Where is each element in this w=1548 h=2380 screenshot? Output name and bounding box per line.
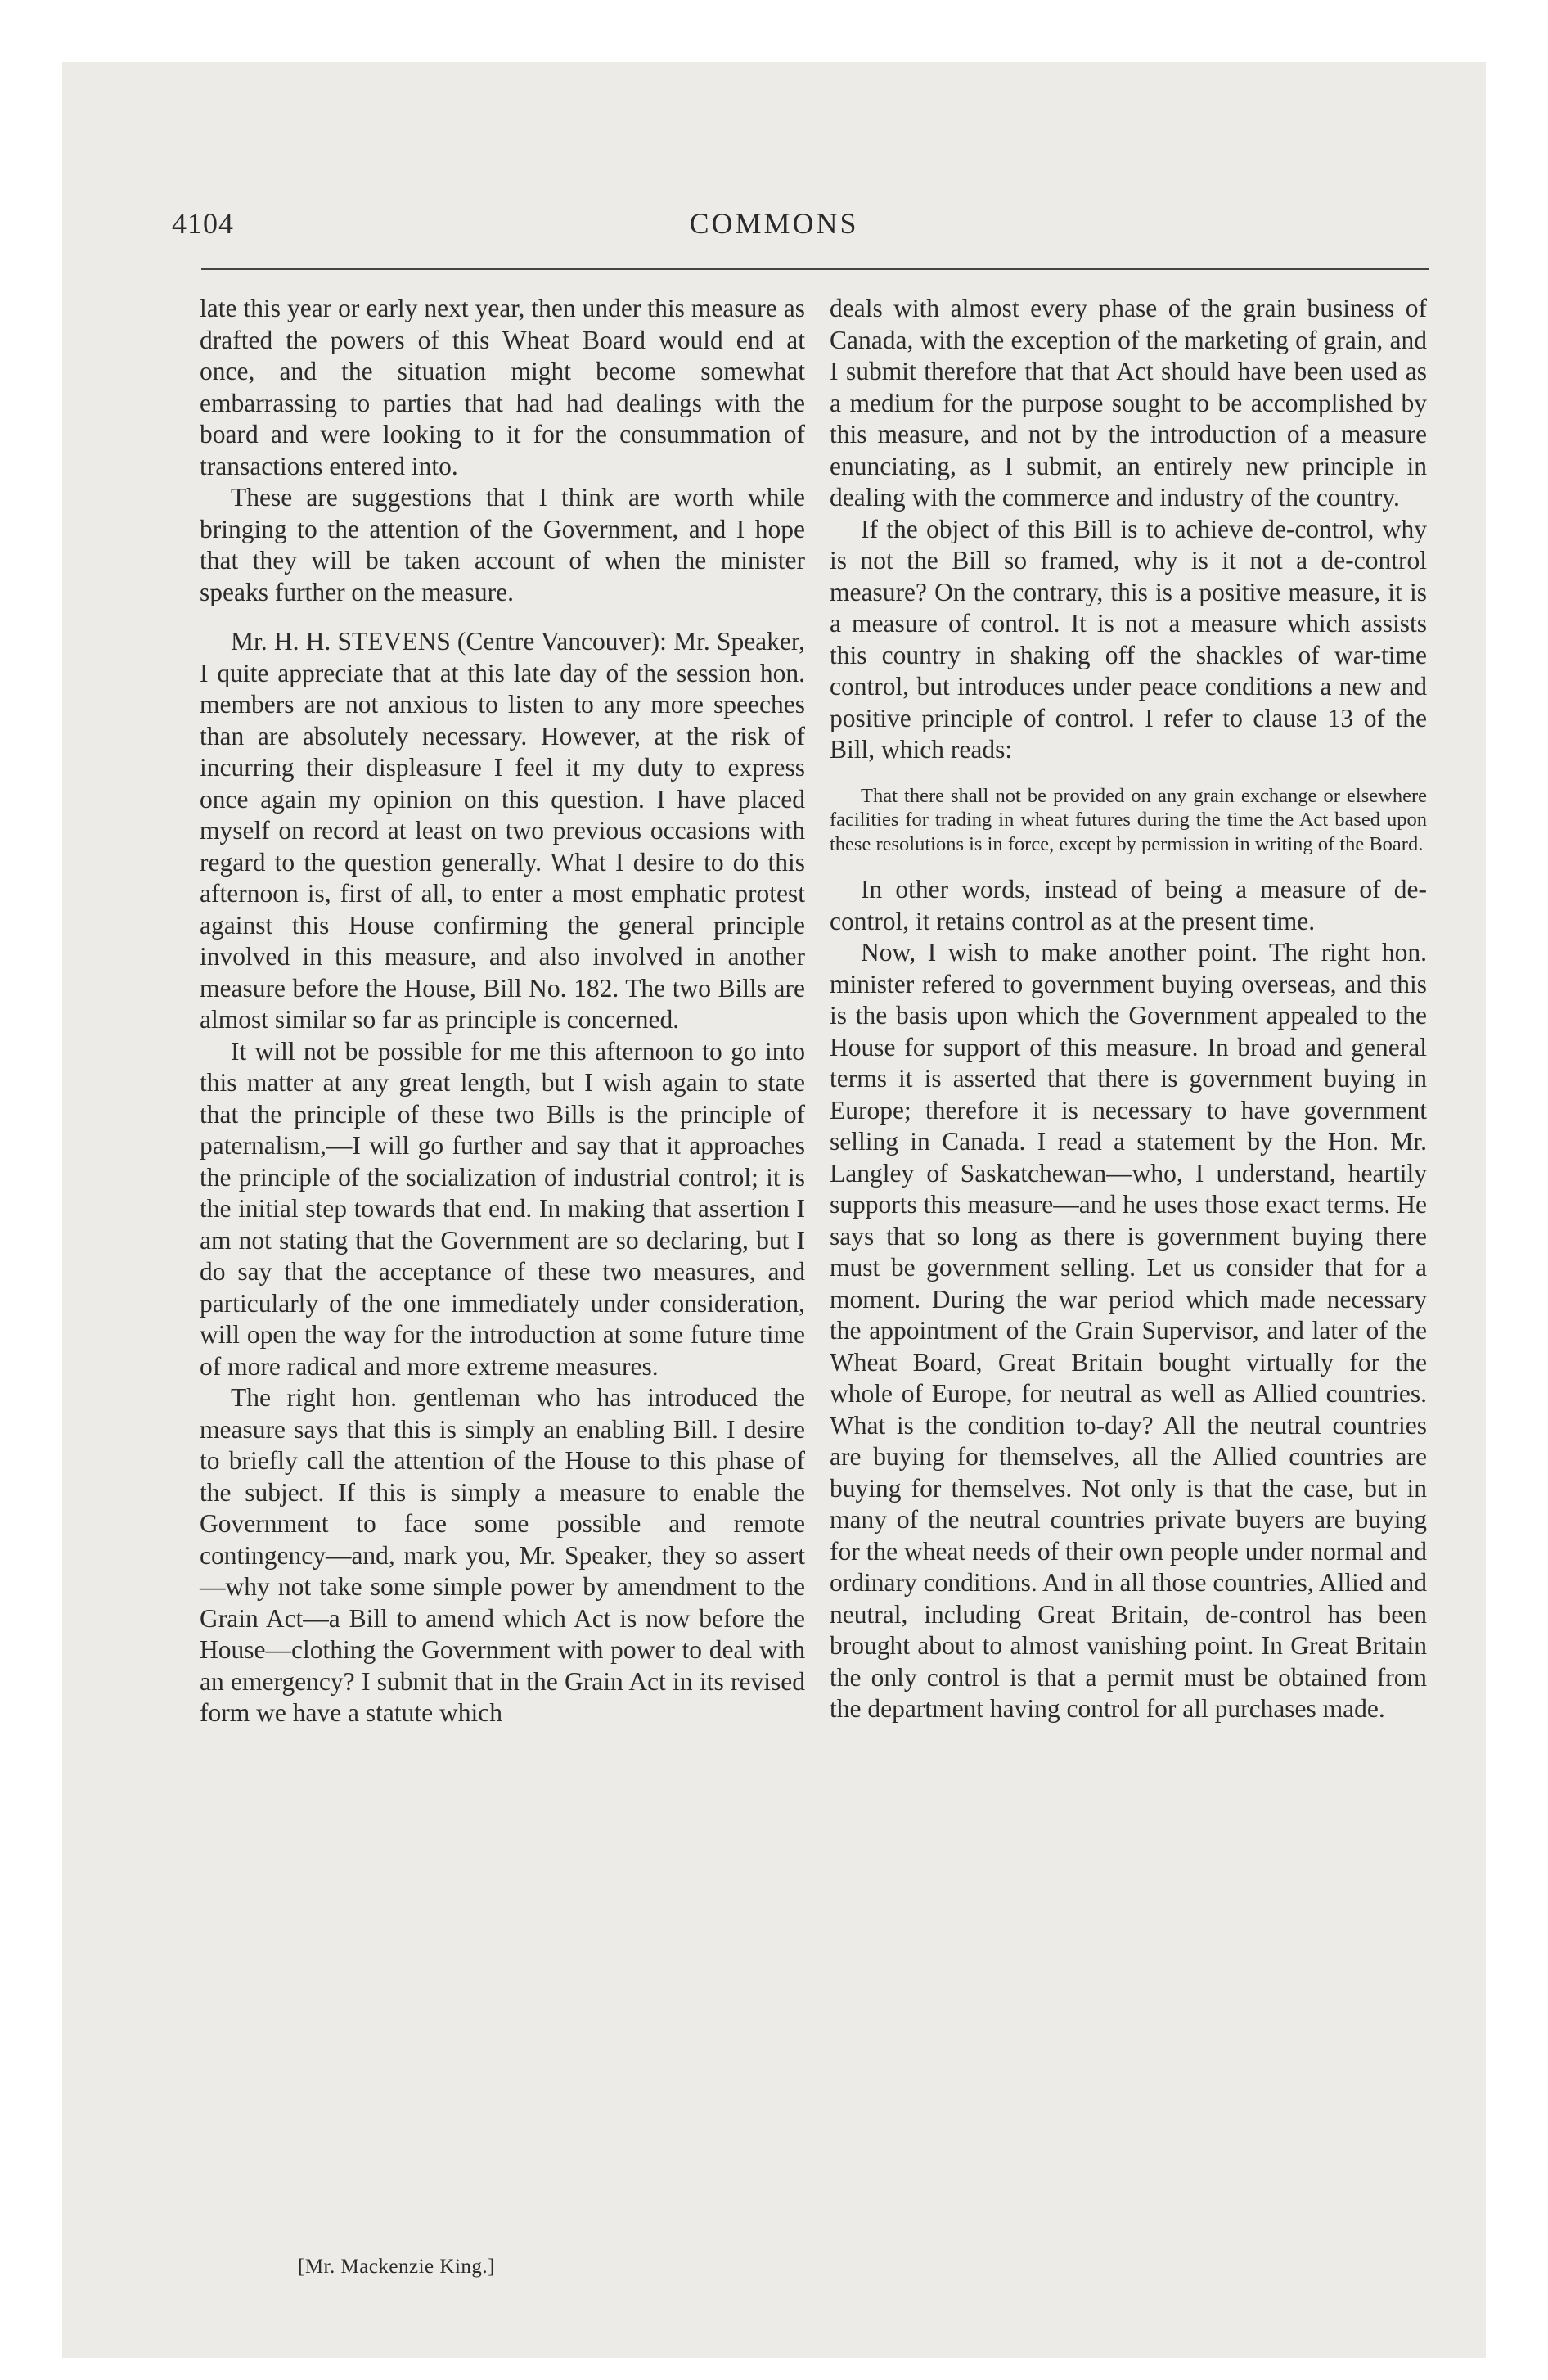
header-rule [201,268,1429,270]
speaker-paragraph: Mr. H. H. STEVENS (Centre Vancouver): Mr. Speaker, I quite appreciate that at this late day of the session hon. members are not anxious to listen to any more speeches than are absolutely necessary. However, at the risk of incurring their displeasure I feel it my duty to express once again my opinion on this question. I have placed myself on record at least on two previous occasions with regard to the question generally. What I desire to do this afternoon is, first of all, to enter a most emphatic protest against this House confirming the general principle involved in this measure, and also involved in another measure before the House, Bill No. 182. The two Bills are almost similar so far as principle is concerned. [200,627,805,1034]
left-column [200,293,805,1729]
paragraph: The right hon. gentleman who has introduced the measure says that this is simply an enabling Bill. I desire to briefly call the attention of the House to this phase of the subject. If this is simply a measure to enable the Government to face some possible and remote contingency—and, mark you, Mr. Speaker, they so assert—why not take some simple power by amendment to the Grain Act—a Bill to amend which Act is now before the House—clothing the Government with power to deal with an emergency? I submit that in the Grain Act in its revised form we have a statute which [200,1383,805,1727]
paragraph: In other words, instead of being a measure of de-control, it retains control as at the present time. [830,875,1427,935]
page-number: 4104 [172,207,234,240]
paragraph: late this year or early next year, then under this measure as drafted the powers of this Wheat Board would end at once, and the situation might become somewhat embarrassing to parties that had had dealings with the board and were looking to it for the consummation of transactions entered into. [200,294,805,480]
paragraph: These are suggestions that I think are worth while bringing to the attention of the Government, and I hope that they will be taken account of when the minister speaks further on the measure. [200,483,805,606]
running-head: COMMONS [689,207,859,240]
paragraph: deals with almost every phase of the grain business of Canada, with the exception of the marketing of grain, and I submit therefore that that Act should have been used as a medium for the purpose sought to be accomplished by this measure, and not by the introduction of a measure enunciating, as I submit, an entirely new principle in dealing with the commerce and industry of the country. [830,294,1427,512]
paragraph: If the object of this Bill is to achieve de-control, why is not the Bill so framed, why is it not a de-control measure? On the contrary, this is a positive measure, it is a measure of control. It is not a measure which assists this country in shaking off the shackles of war-time control, but introduces under peace conditions a new and positive principle of control. I refer to clause 13 of the Bill, which reads: [830,514,1427,764]
block-quote: That there shall not be provided on any grain exchange or elsewhere facilities for trading in wheat futures during the time the Act based upon these resolutions is in force, except by permission in writing of the Board. [830,784,1427,855]
paragraph: It will not be possible for me this afternoon to go into this matter at any great length, but I wish again to state that the principle of these two Bills is the principle of paternalism,—I will go further and say that it approaches the principle of the socialization of industrial control; it is the initial step towards that end. In making that assertion I am not stating that the Government are so declaring, but I do say that the acceptance of these two measures, and particularly of the one immediately under consideration, will open the way for the introduction at some future time of more radical and more extreme measures. [200,1036,805,1381]
paragraph: Now, I wish to make another point. The right hon. minister refered to government buying overseas, and this is the basis upon which the Government appealed to the House for support of this measure. In broad and general terms it is asserted that there is government buying in Europe; therefore it is necessary to have government selling in Canada. I read a statement by the Hon. Mr. Langley of Saskatchewan—who, I understand, heartily supports this measure—and he uses those exact terms. He says that so long as there is government buying there must be government selling. Let us consider that for a moment. During the war period which made necessary the appointment of the Grain Supervisor, and later of the Wheat Board, Great Britain bought virtually for the whole of Europe, for neutral as well as Allied countries. What is the condition to-day? All the neutral countries are buying for themselves, all the Allied countries are buying for themselves. Not only is that the case, but in many of the neutral countries private buyers are buying for the wheat needs of their own people under normal and ordinary conditions. And in all those countries, Allied and neutral, including Great Britain, de-control has been brought about to almost vanishing point. In Great Britain the only control is that a permit must be obtained from the department having control for all purchases made. [830,938,1427,1723]
speaker-footnote: [Mr. Mackenzie King.] [298,2256,495,2278]
right-column [830,293,1427,1725]
scanned-page [62,62,1486,2358]
